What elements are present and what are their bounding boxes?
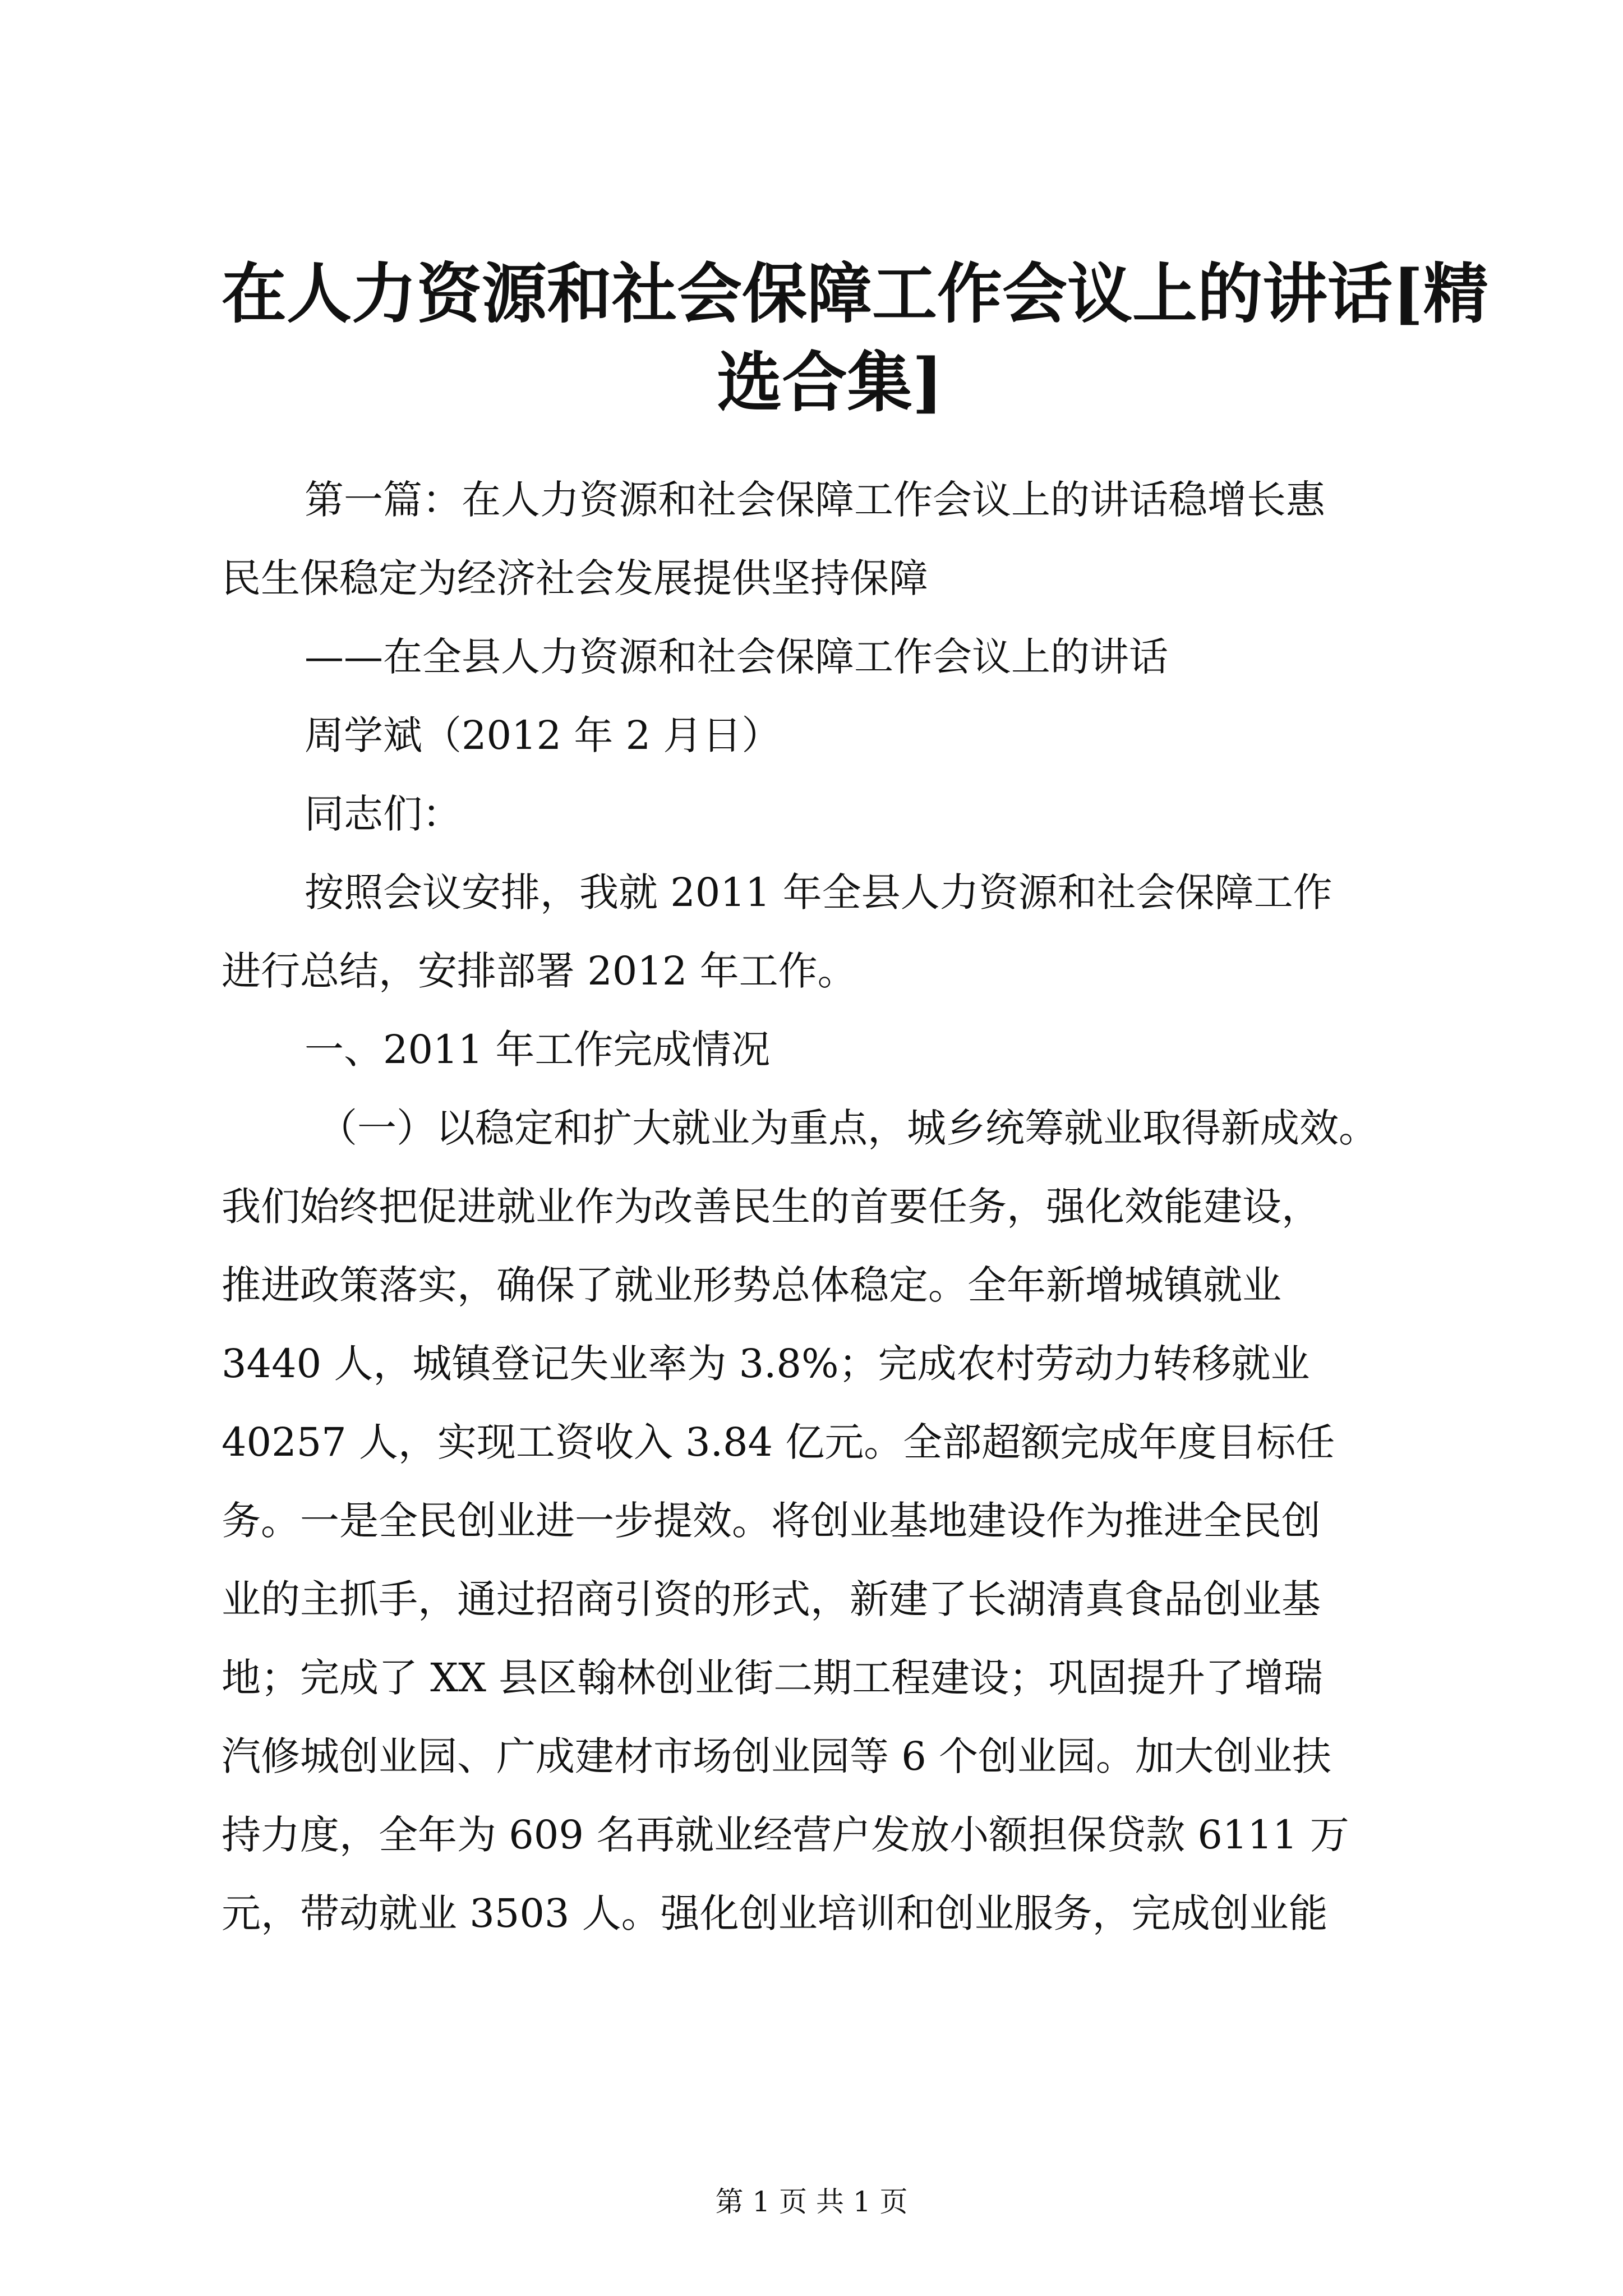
document-title — [222, 250, 1488, 427]
paragraph-line: 元，带动就业 3503 人。强化创业培训和创业服务，完成创业能 — [222, 1890, 1328, 1936]
paragraph-author-date — [222, 696, 1438, 775]
paragraph-line: 一、2011 年工作完成情况 — [305, 1027, 771, 1073]
paragraph-subtitle — [222, 618, 1438, 696]
paragraph-line: 推进政策落实，确保了就业形势总体稳定。全年新增城镇就业 — [222, 1262, 1281, 1308]
page-footer: 第 1 页 共 1 页 — [715, 2185, 908, 2218]
paragraph-heading — [222, 461, 1438, 618]
paragraph-line: 按照会议安排，我就 2011 年全县人力资源和社会保障工作 — [305, 869, 1332, 915]
section-heading — [222, 1010, 1438, 1089]
paragraph-line: （一）以稳定和扩大就业为重点，城乡统筹就业取得新成效。 — [318, 1105, 1378, 1151]
paragraph-line: 同志们： — [305, 791, 462, 837]
title-line: 选合集] — [717, 344, 943, 421]
paragraph-salutation — [222, 775, 1438, 853]
paragraph-line: 务。一是全民创业进一步提效。将创业基地建设作为推进全民创 — [222, 1498, 1321, 1544]
document-body — [222, 250, 1488, 1953]
paragraph-line: 周学斌（2012 年 2 月日） — [305, 712, 781, 758]
paragraph-line: 40257 人，实现工资收入 3.84 亿元。全部超额完成年度目标任 — [222, 1419, 1335, 1465]
paragraph-line: 进行总结，安排部署 2012 年工作。 — [222, 948, 857, 994]
paragraph-line: 我们始终把促进就业作为改善民生的首要任务，强化效能建设， — [222, 1184, 1321, 1230]
paragraph-line: 业的主抓手，通过招商引资的形式，新建了长湖清真食品创业基 — [222, 1576, 1321, 1622]
paragraph-line: 持力度，全年为 609 名再就业经营户发放小额担保贷款 6111 万 — [222, 1812, 1349, 1858]
paragraph-intro — [222, 853, 1438, 1010]
paragraph-line: 3440 人，城镇登记失业率为 3.8%；完成农村劳动力转移就业 — [222, 1341, 1310, 1387]
paragraph-line: 第一篇：在人力资源和社会保障工作会议上的讲话稳增长惠 — [305, 477, 1325, 523]
paragraph-line: 汽修城创业园、广成建材市场创业园等 6 个创业园。加大创业扶 — [222, 1733, 1332, 1779]
title-line: 在人力资源和社会保障工作会议上的讲话[精 — [222, 256, 1488, 332]
paragraph-line: ——在全县人力资源和社会保障工作会议上的讲话 — [305, 634, 1168, 680]
paragraph-line: 民生保稳定为经济社会发展提供坚持保障 — [222, 555, 928, 601]
paragraph-body — [222, 1089, 1438, 1953]
paragraph-line: 地；完成了 XX 县区翰林创业街二期工程建设；巩固提升了增瑞 — [222, 1655, 1324, 1701]
